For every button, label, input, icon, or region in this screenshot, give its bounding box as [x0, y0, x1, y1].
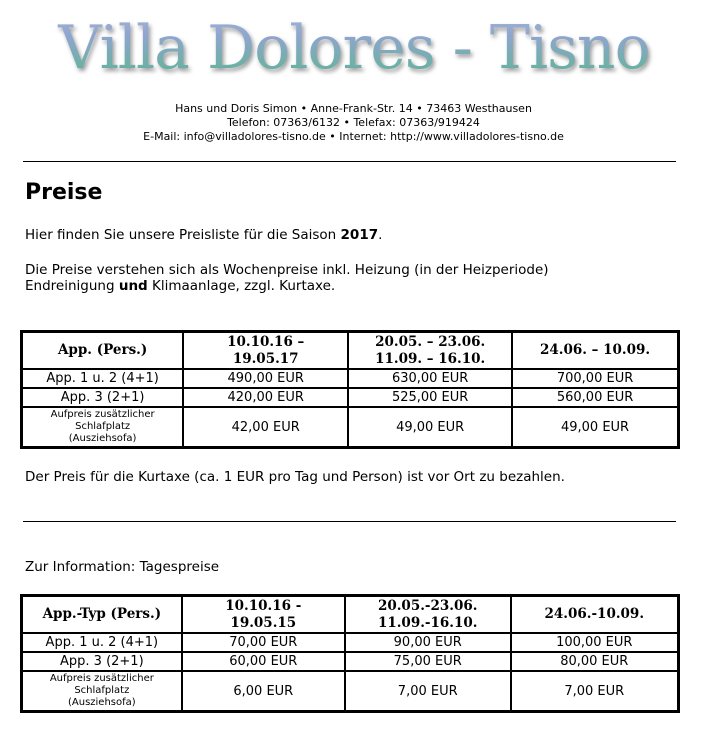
conditions-line-1: Die Preise verstehen sich als Wochenpreise inkl. Heizung (in der Heizperiode) [25, 262, 549, 278]
contact-address: Hans und Doris Simon • Anne-Frank-Str. 14 • 73463 Westhausen [175, 102, 532, 115]
price-cell: 7,00 EUR [345, 671, 511, 711]
intro-suffix: . [378, 227, 383, 243]
divider [23, 521, 676, 522]
row-label: App. 3 (2+1) [22, 388, 183, 407]
daily-price-table [20, 594, 680, 713]
price-cell: 70,00 EUR [182, 633, 345, 652]
contact-phone-fax: Telefon: 07363/6132 • Telefax: 07363/919424 [227, 116, 480, 129]
row-label-extra-bed: Aufpreis zusätzlicher Schlafplatz (Ausziehsofa) [22, 671, 182, 711]
price-cell: 60,00 EUR [182, 652, 345, 671]
col-header-season-2: 20.05.-23.06. 11.09.-16.10. [345, 596, 511, 633]
price-cell: 75,00 EUR [345, 652, 511, 671]
price-cell: 49,00 EUR [348, 407, 512, 447]
row-label: App. 1 u. 2 (4+1) [22, 369, 183, 388]
col-header-season-1: 10.10.16 – 19.05.17 [183, 332, 348, 369]
conditions-text-c: Klimaanlage, zzgl. Kurtaxe. [147, 278, 336, 294]
intro-text [25, 226, 382, 244]
col-header-season-1: 10.10.16 - 19.05.15 [182, 596, 345, 633]
table-row [22, 652, 678, 671]
page-title: Preise [25, 180, 103, 205]
table-row [22, 671, 678, 711]
conditions-line-2 [25, 277, 335, 295]
price-cell: 7,00 EUR [511, 671, 678, 711]
col-header-season-3: 24.06. – 10.09. [512, 332, 678, 369]
price-cell: 490,00 EUR [183, 369, 348, 388]
info-heading: Zur Information: Tagespreise [25, 559, 220, 575]
row-label: App. 3 (2+1) [22, 652, 182, 671]
row-label-extra-bed: Aufpreis zusätzlicher Schlafplatz (Ausziehsofa) [22, 407, 183, 447]
table-row [22, 388, 678, 407]
price-cell: 700,00 EUR [512, 369, 678, 388]
col-header-apartment: App.-Typ (Pers.) [22, 596, 182, 633]
price-cell: 90,00 EUR [345, 633, 511, 652]
conditions-and: und [118, 278, 148, 294]
price-cell: 560,00 EUR [512, 388, 678, 407]
col-header-season-2: 20.05. – 23.06. 11.09. – 16.10. [348, 332, 512, 369]
logo: Villa Dolores - Tisno [28, 8, 680, 88]
contact-email-web: E-Mail: info@villadolores-tisno.de • Internet: http://www.villadolores-tisno.de [143, 130, 564, 143]
table-header-row [22, 596, 678, 633]
price-cell: 630,00 EUR [348, 369, 512, 388]
price-cell: 42,00 EUR [183, 407, 348, 447]
table-row [22, 369, 678, 388]
price-cell: 49,00 EUR [512, 407, 678, 447]
col-header-season-3: 24.06.-10.09. [511, 596, 678, 633]
table-row [22, 633, 678, 652]
table-header-row [22, 332, 678, 369]
conditions-text-a: Endreinigung [25, 278, 119, 294]
price-cell: 6,00 EUR [182, 671, 345, 711]
kurtaxe-note: Der Preis für die Kurtaxe (ca. 1 EUR pro Tag und Person) ist vor Ort zu bezahlen. [25, 469, 565, 485]
col-header-apartment: App. (Pers.) [22, 332, 183, 369]
price-cell: 80,00 EUR [511, 652, 678, 671]
intro-prefix: Hier finden Sie unsere Preisliste für die Saison [25, 227, 341, 243]
divider [23, 161, 676, 162]
price-cell: 525,00 EUR [348, 388, 512, 407]
weekly-price-table [20, 330, 680, 449]
intro-year: 2017 [340, 227, 379, 243]
price-cell: 100,00 EUR [511, 633, 678, 652]
price-cell: 420,00 EUR [183, 388, 348, 407]
table-row [22, 407, 678, 447]
row-label: App. 1 u. 2 (4+1) [22, 633, 182, 652]
